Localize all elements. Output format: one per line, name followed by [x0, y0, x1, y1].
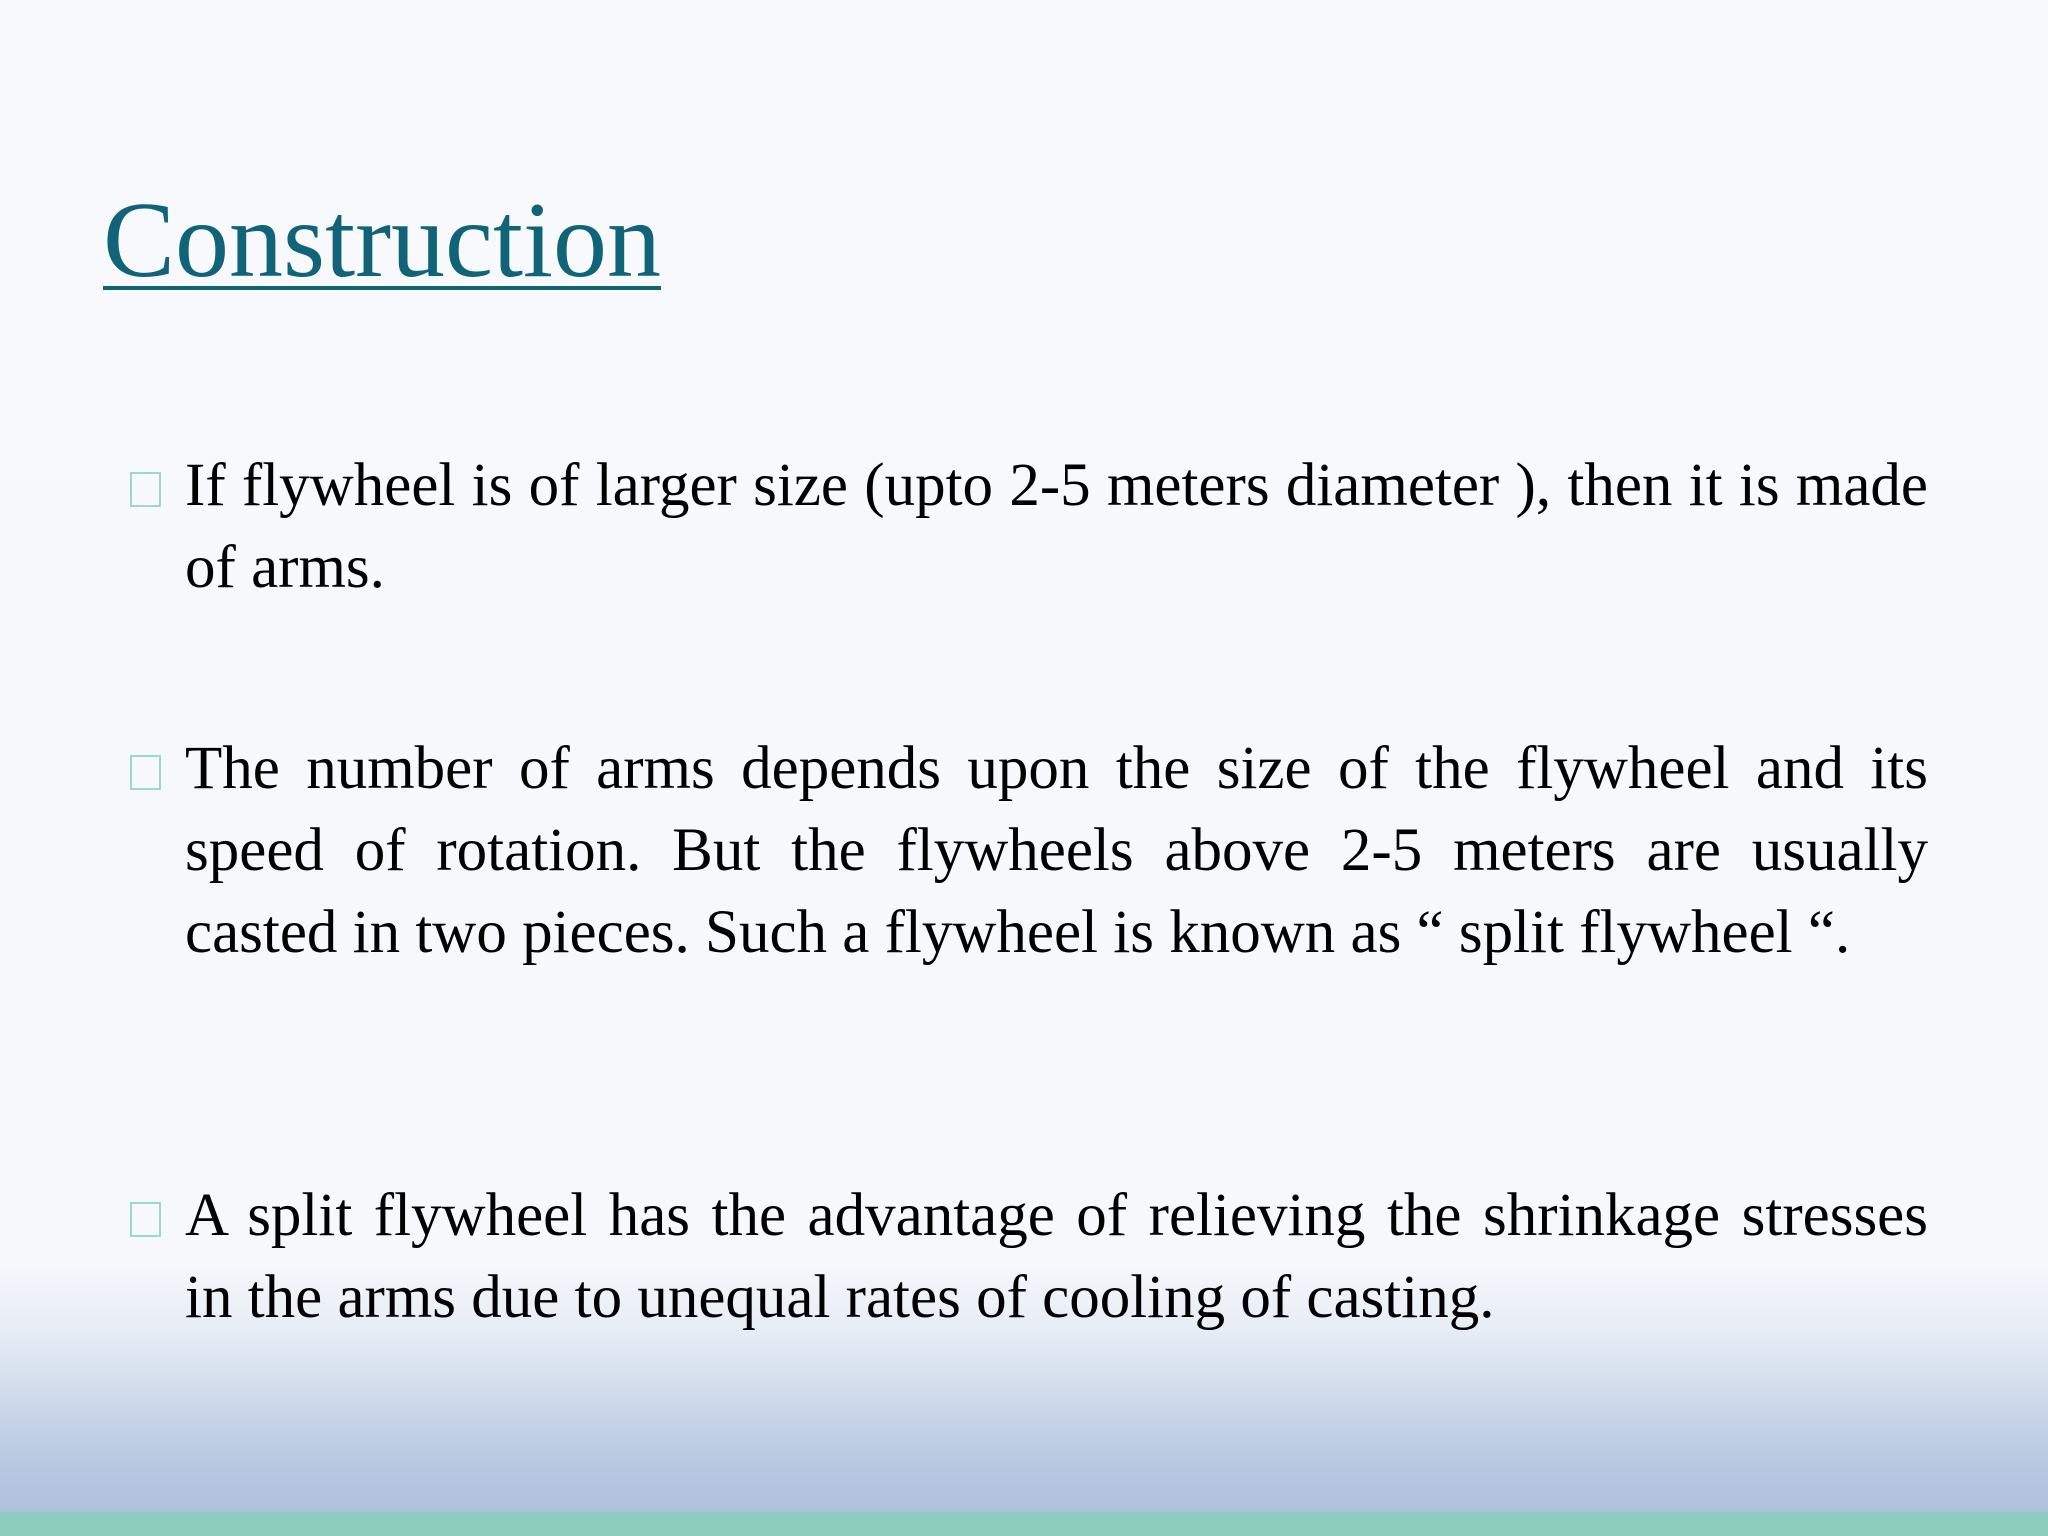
hollow-square-bullet-icon	[130, 755, 161, 790]
bullet-text: If flywheel is of larger size (upto 2-5 meters diameter ), then it is made of arms.	[185, 452, 1928, 601]
bottom-accent-strip	[0, 1512, 2048, 1536]
slide-title: Construction	[103, 181, 661, 300]
hollow-square-bullet-icon	[130, 1202, 161, 1237]
bullet-text: The number of arms depends upon the size of the flywheel and its speed of rotation. But the flywheels above 2-5 meters are usually casted in two pieces. Such a flywheel is known as “ split flywheel “.	[185, 735, 1928, 966]
hollow-square-bullet-icon	[130, 472, 161, 507]
bullet-text: A split flywheel has the advantage of relieving the shrinkage stresses in the arms due to unequal rates of cooling of casting.	[185, 1182, 1928, 1331]
